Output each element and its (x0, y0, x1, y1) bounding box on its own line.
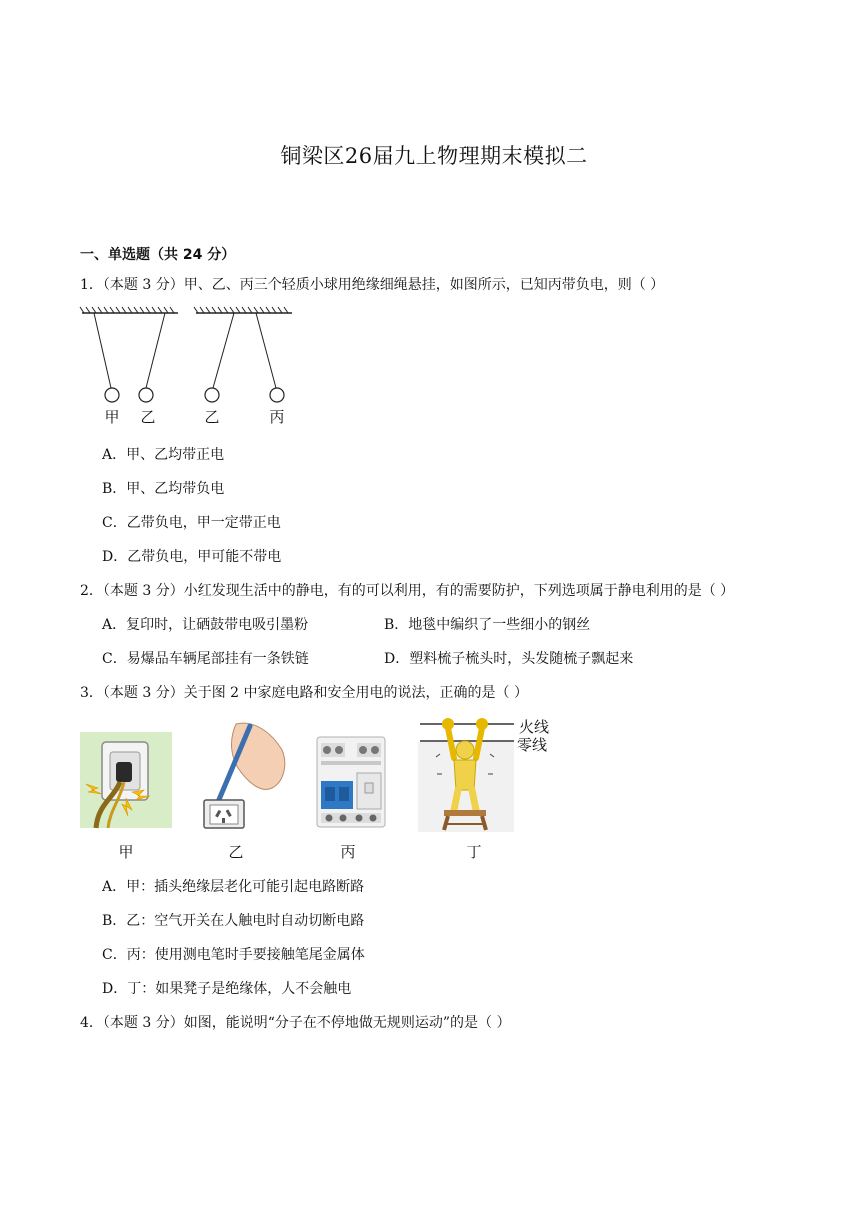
question-3-stem: 3．（本题 3 分）关于图 2 中家庭电路和安全用电的说法，正确的是（ ） (80, 685, 528, 701)
string-yi-right (213, 313, 234, 388)
ceiling-left (80, 307, 178, 313)
ball-yi-left (139, 388, 153, 402)
question-2-stem: 2．（本题 3 分）小红发现生活中的静电，有的可以利用，有的需要防护，下列选项属于静电利用的是（ ） (80, 583, 735, 599)
question-4-stem: 4．（本题 3 分）如图，能说明“分子在不停地做无规则运动”的是（ ） (80, 1015, 511, 1031)
label-yi-2: 乙 (204, 408, 220, 426)
page-title: 铜梁区26届九上物理期末模拟二 (280, 144, 588, 168)
q3-option-d[interactable]: D．丁：如果凳子是绝缘体，人不会触电 (102, 981, 352, 997)
q3-label-jia: 甲 (118, 843, 134, 861)
label-yi: 乙 (140, 408, 156, 426)
ceiling-right (194, 307, 292, 313)
figure-bing-breaker (317, 737, 385, 827)
q3-option-a[interactable]: A．甲：插头绝缘层老化可能引起电路断路 (102, 879, 365, 895)
q3-option-b[interactable]: B．乙：空气开关在人触电时自动切断电路 (102, 913, 365, 929)
q3-label-bing: 丙 (340, 843, 356, 861)
ball-bing (270, 388, 284, 402)
wire-label-live: 火线 (519, 718, 550, 736)
string-bing (256, 313, 276, 388)
q1-option-b[interactable]: B．甲、乙均带负电 (102, 481, 225, 497)
figure-yi-test-pen (200, 720, 288, 830)
q3-option-c[interactable]: C．丙：使用测电笔时手要接触笔尾金属体 (102, 947, 365, 963)
q2-option-d[interactable]: D．塑料梳子梳头时，头发随梳子飘起来 (384, 651, 634, 667)
q1-option-c[interactable]: C．乙带负电，甲一定带正电 (102, 515, 281, 531)
question-1-stem: 1．（本题 3 分）甲、乙、丙三个轻质小球用绝缘细绳悬挂，如图所示，已知丙带负电，则（ ） (80, 277, 665, 293)
ball-yi-right (205, 388, 219, 402)
ball-jia (105, 388, 119, 402)
string-jia (94, 313, 111, 388)
q2-option-c[interactable]: C．易爆品车辆尾部挂有一条铁链 (102, 651, 309, 667)
q2-option-a[interactable]: A．复印时，让硒鼓带电吸引墨粉 (102, 617, 309, 633)
wire-label-neutral: 零线 (517, 736, 548, 754)
pendulum-figure (80, 305, 300, 405)
string-yi-left (146, 313, 165, 388)
q3-label-yi: 乙 (228, 843, 244, 861)
q2-option-b[interactable]: B．地毯中编织了一些细小的钢丝 (384, 617, 591, 633)
label-bing: 丙 (269, 408, 285, 426)
q1-option-a[interactable]: A．甲、乙均带正电 (102, 447, 225, 463)
label-jia: 甲 (104, 408, 120, 426)
q3-label-ding: 丁 (466, 843, 482, 861)
section-heading: 一、单选题（共 24 分） (80, 247, 236, 263)
q1-option-d[interactable]: D．乙带负电，甲可能不带电 (102, 549, 282, 565)
figure-jia-socket (80, 732, 172, 828)
figure-ding-person (418, 714, 518, 832)
